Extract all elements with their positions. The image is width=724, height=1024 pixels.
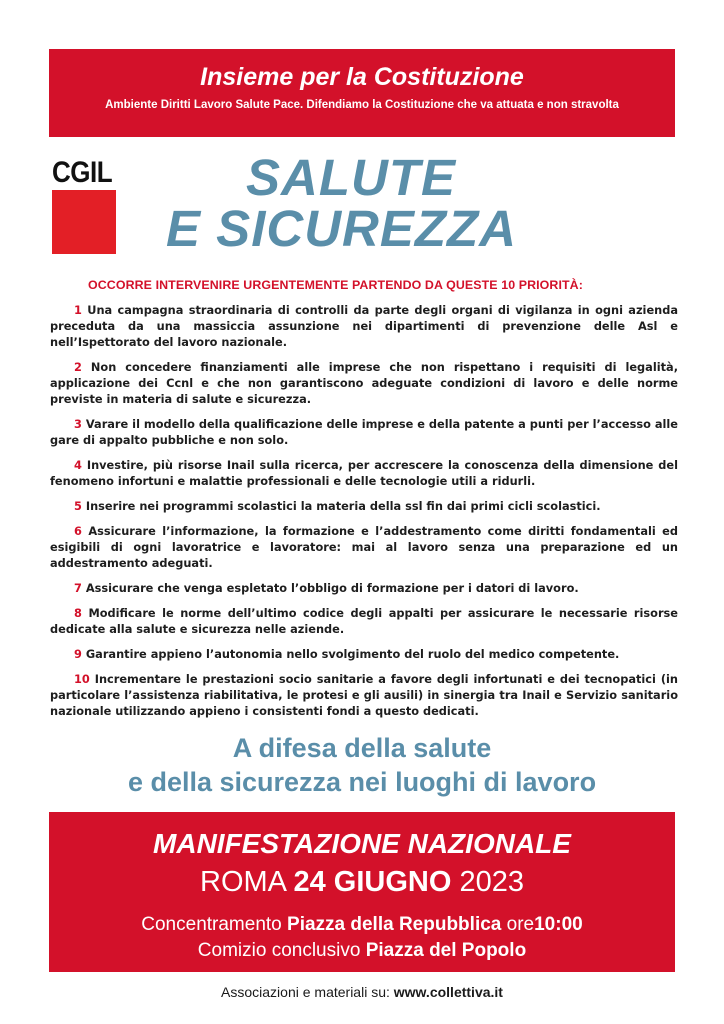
event-year: 2023 [459, 866, 524, 898]
event-gathering [49, 912, 675, 938]
priorities-list [50, 302, 678, 728]
priority-item [50, 416, 678, 448]
priority-text: Varare il modello della qualificazione delle imprese e della patente a punti per l’accesso alle gare di appalto pubbliche e non solo. [50, 417, 679, 447]
banner-title: Insieme per la Costituzione [200, 63, 524, 91]
logo-square [52, 190, 116, 254]
priority-text: Modificare le norme dell’ultimo codice degli appalti per assicurare le necessarie risorse dedicate alla salute e sicurezza nelle aziende. [50, 606, 679, 636]
main-title-line1: SALUTE [246, 149, 456, 206]
priorities-heading: OCCORRE INTERVENIRE URGENTEMENTE PARTENDO DA QUESTE 10 PRIORITÀ: [88, 278, 583, 292]
priority-number: 3 [74, 417, 82, 431]
event-city: ROMA [200, 866, 286, 898]
rally-prefix: Comizio conclusivo [197, 940, 361, 961]
event-rally [49, 938, 675, 964]
cgil-logo [52, 154, 118, 254]
priority-text: Inserire nei programmi scolastici la materia della ssl fin dai primi cicli scolastici. [85, 499, 601, 513]
event-day-month: 24 GIUGNO [293, 866, 452, 898]
footer [0, 984, 724, 1000]
event-title: MANIFESTAZIONE NAZIONALE [153, 828, 571, 859]
priority-number: 9 [74, 647, 82, 661]
priority-item [50, 580, 678, 596]
priority-text: Garantire appieno l’autonomia nello svolgimento del ruolo del medico competente. [85, 647, 620, 661]
priority-item [50, 359, 678, 407]
footer-prefix: Associazioni e materiali su: [221, 984, 390, 1000]
top-banner [49, 49, 675, 137]
slogan-line1: A difesa della salute [232, 733, 492, 763]
priority-item [50, 457, 678, 489]
slogan-line2: e della sicurezza nei luoghi di lavoro [127, 767, 597, 797]
priority-item [50, 605, 678, 637]
priority-text: Assicurare l’informazione, la formazione e l’addestramento come diritti fondamentali ed esigibili di ogni lavoratrice e lavoratore: mai al lavoro senza una preparazione ed un addestramento adeguati. [50, 524, 678, 570]
priority-text: Assicurare che venga espletato l’obbligo di formazione per i datori di lavoro. [85, 581, 579, 595]
priority-text: Una campagna straordinaria di controlli da parte degli organi di vigilanza in ogni azienda preceduta da una massiccia assunzione nei dipartimenti di prevenzione delle Asl e nell’Ispettorato del lavoro nazionale. [50, 303, 678, 349]
gather-place: Piazza della Repubblica [287, 914, 502, 935]
footer-link[interactable]: www.collettiva.it [393, 984, 503, 1000]
event-date [49, 864, 675, 900]
priority-item [50, 523, 678, 571]
main-title [150, 149, 630, 257]
priority-number: 6 [74, 524, 82, 538]
gather-prefix: Concentramento [141, 914, 282, 935]
priority-number: 8 [74, 606, 82, 620]
gather-time: 10:00 [534, 914, 583, 935]
priority-item [50, 302, 678, 350]
priority-number: 4 [74, 458, 82, 472]
priority-number: 2 [74, 360, 82, 374]
priority-text: Incrementare le prestazioni socio sanitarie a favore degli infortunati e dei tecnopatici (in particolare l’assistenza riabilitativa, le protesi e gli ausili) in sinergia tra Inail e Servizio sanitario nazionale utilizzando appieno i consistenti fondi a questo dedicati. [50, 672, 678, 718]
slogan [40, 731, 684, 799]
rally-place: Piazza del Popolo [365, 940, 527, 961]
priority-item [50, 671, 678, 719]
priority-item [50, 646, 678, 662]
priority-number: 7 [74, 581, 82, 595]
priority-number: 10 [74, 672, 90, 686]
logo-text: CGIL [52, 154, 113, 190]
event-banner [49, 812, 675, 972]
banner-subtitle: Ambiente Diritti Lavoro Salute Pace. Difendiamo la Costituzione che va attuata e non stravolta [105, 99, 619, 111]
priority-item [50, 498, 678, 514]
priority-text: Investire, più risorse Inail sulla ricerca, per accrescere la conoscenza della dimensione del fenomeno infortuni e malattie professionali e delle tecnologie utili a ridurli. [50, 458, 678, 488]
priority-number: 5 [74, 499, 82, 513]
priority-text: Non concedere finanziamenti alle imprese che non rispettano i requisiti di legalità, applicazione dei Ccnl e che non garantiscono adeguate condizioni di lavoro e delle norme previste in materia di salute e sicurezza. [50, 360, 678, 406]
main-title-line2: E SICUREZZA [166, 200, 518, 257]
gather-time-prefix: ore [506, 914, 535, 935]
priority-number: 1 [74, 303, 82, 317]
